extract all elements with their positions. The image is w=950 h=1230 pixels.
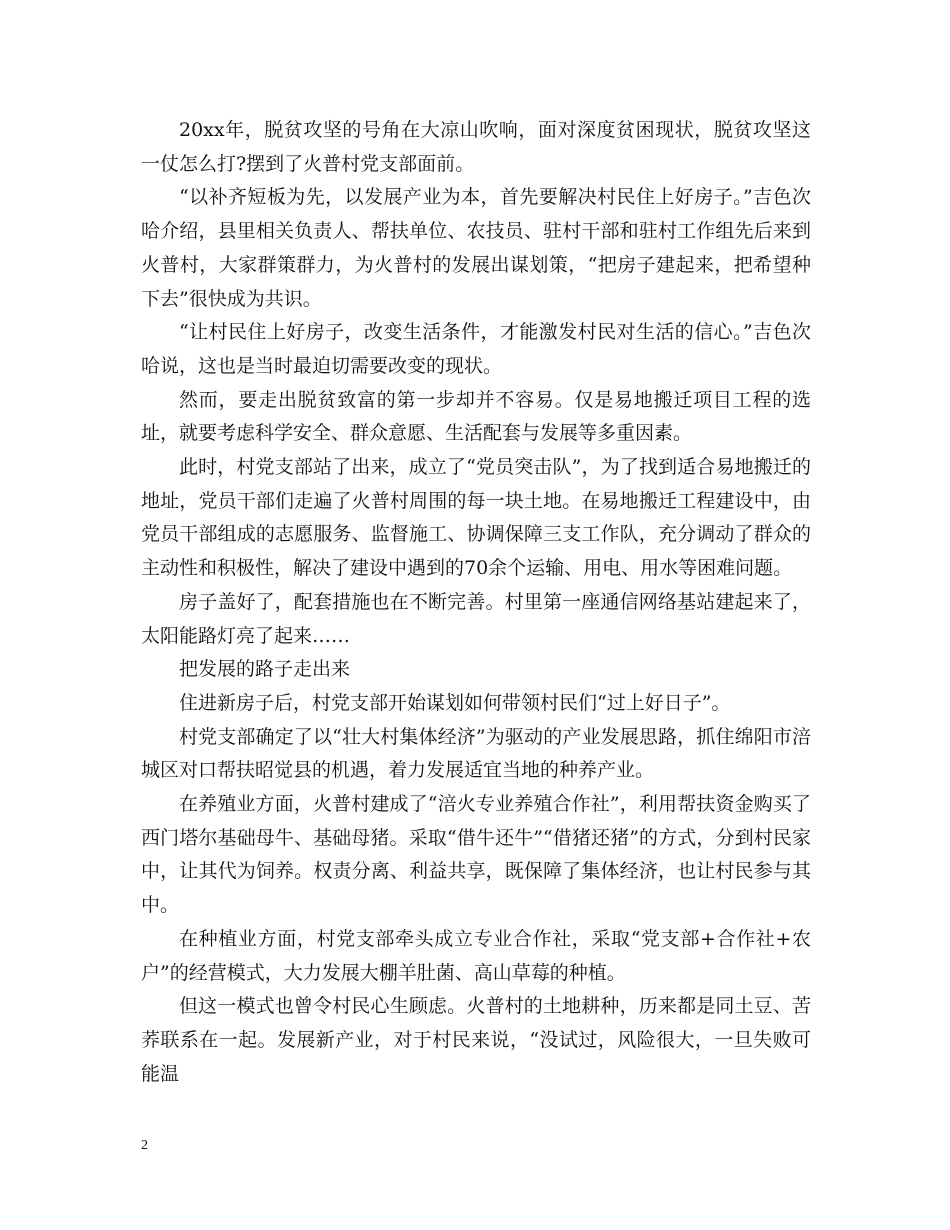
page-number: 2 <box>141 1138 148 1153</box>
paragraph: 房子盖好了，配套措施也在不断完善。村里第一座通信网络基站建起来了，太阳能路灯亮了起来…… <box>141 590 811 647</box>
paragraph: 20xx年，脱贫攻坚的号角在大凉山吹响，面对深度贫困现状，脱贫攻坚这一仗怎么打?摆到了火普村党支部面前。 <box>141 119 811 175</box>
paragraph: 然而，要走出脱贫致富的第一步却并不容易。仅是易地搬迁项目工程的选址，就要考虑科学安全、群众意愿、生活配套与发展等多重因素。 <box>141 388 811 445</box>
paragraph: 此时，村党支部站了出来，成立了“党员突击队”，为了找到适合易地搬迁的地址，党员干部们走遍了火普村周围的每一块土地。在易地搬迁工程建设中，由党员干部组成的志愿服务、监督施工、协调保障三支工作队，充分调动了群众的主动性和积极性，解决了建设中遇到的70余个运输、用电、用水等困难问题。 <box>141 456 811 580</box>
paragraph: 住进新房子后，村党支部开始谋划如何带领村民们“过上好日子”。 <box>179 691 731 714</box>
paragraph: 村党支部确定了以“壮大村集体经济”为驱动的产业发展思路，抓住绵阳市涪城区对口帮扶昭觉县的机遇，着力发展适宜当地的种养产业。 <box>141 725 811 782</box>
section-heading: 把发展的路子走出来 <box>179 658 351 681</box>
paragraph: “让村民住上好房子，改变生活条件，才能激发村民对生活的信心。”吉色次哈说，这也是当时最迫切需要改变的现状。 <box>141 321 811 377</box>
document-body <box>141 114 811 1091</box>
paragraph: 在养殖业方面，火普村建成了“涪火专业养殖合作社”，利用帮扶资金购买了西门塔尔基础母牛、基础母猪。采取“借牛还牛”“借猪还猪”的方式，分到村民家中，让其代为饲养。权责分离、利益共享，既保障了集体经济，也让村民参与其中。 <box>141 793 811 917</box>
paragraph: “以补齐短板为先，以发展产业为本，首先要解决村民住上好房子。”吉色次哈介绍，县里相关负责人、帮扶单位、农技员、驻村干部和驻村工作组先后来到火普村，大家群策群力，为火普村的发展出谋划策，“把房子建起来，把希望种下去”很快成为共识。 <box>141 186 811 310</box>
paragraph: 但这一模式也曾令村民心生顾虑。火普村的土地耕种，历来都是同土豆、苦荞联系在一起。发展新产业，对于村民来说，“没试过，风险很大，一旦失败可能温 <box>141 995 811 1085</box>
paragraph: 在种植业方面，村党支部牵头成立专业合作社，采取“党支部+合作社+农户”的经营模式，大力发展大棚羊肚菌、高山草莓的种植。 <box>141 927 811 984</box>
